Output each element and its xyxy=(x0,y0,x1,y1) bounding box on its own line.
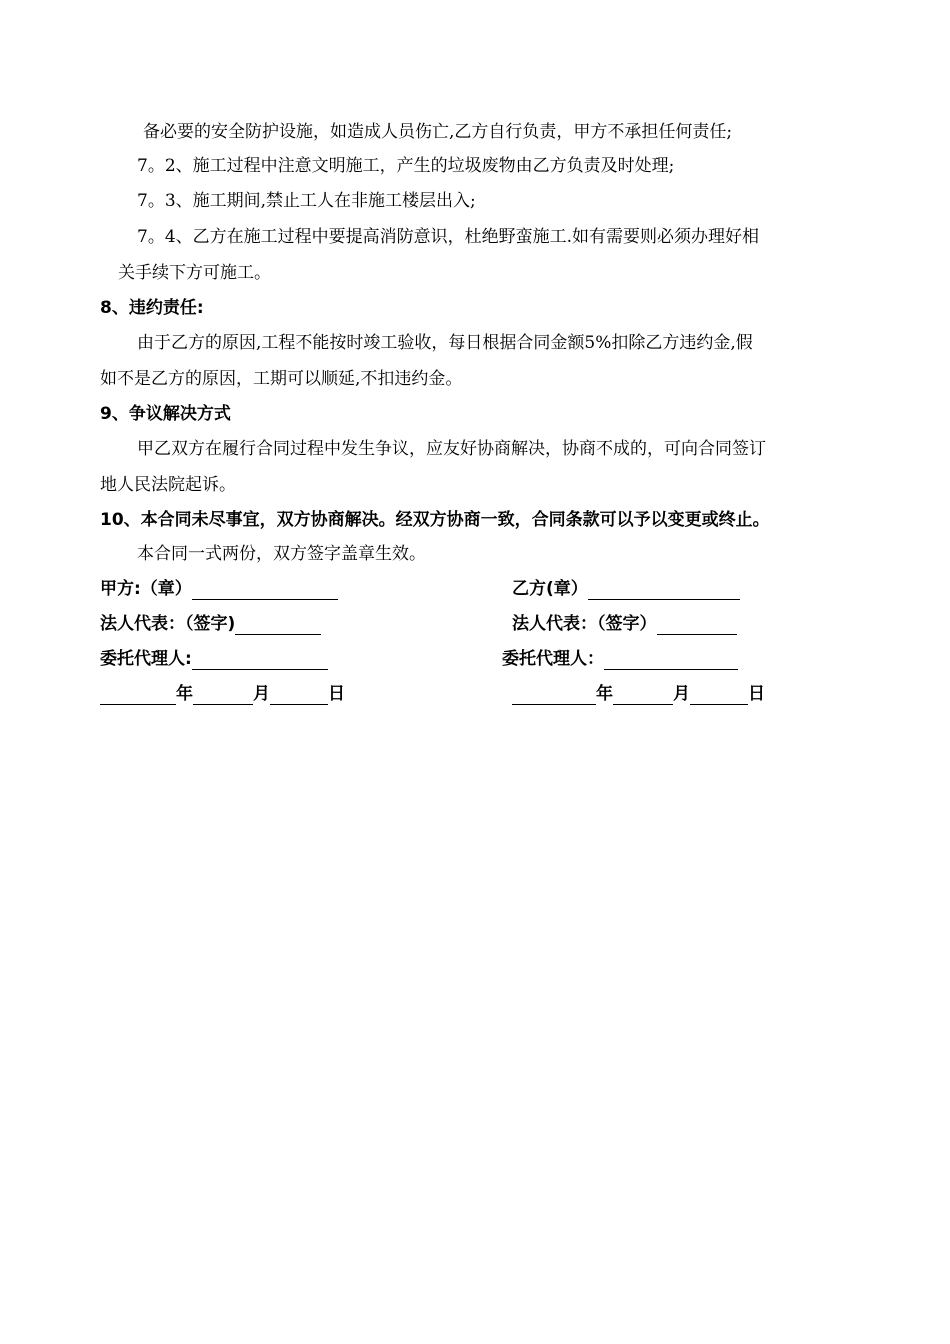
clause-7-4: 7。4、乙方在施工过程中要提高消防意识，杜绝野蛮施工.如有需要则必须办理好相 xyxy=(137,227,760,247)
party-a-blank[interactable] xyxy=(192,581,338,600)
party-a-signature-line xyxy=(100,578,338,600)
section-8-text-line-1: 由于乙方的原因,工程不能按时竣工验收，每日根据合同金额5%扣除乙方违约金,假 xyxy=(137,333,753,353)
party-a-agent-label: 委托代理人: xyxy=(100,649,192,669)
clause-7-2: 7。2、施工过程中注意文明施工，产生的垃圾废物由乙方负责及时处理; xyxy=(137,156,675,176)
party-a-legal-rep-line xyxy=(100,613,321,635)
party-b-date-line xyxy=(512,683,765,705)
party-b-legal-rep-blank[interactable] xyxy=(657,616,737,635)
section-9-text-line-1: 甲乙双方在履行合同过程中发生争议，应友好协商解决，协商不成的，可向合同签订 xyxy=(137,439,766,459)
party-a-agent-blank[interactable] xyxy=(192,651,328,670)
party-b-agent-blank[interactable] xyxy=(604,651,738,670)
party-a-label: 甲方:（章） xyxy=(100,579,192,599)
party-a-agent-line xyxy=(100,648,328,670)
clause-7-4-continued: 关手续下方可施工。 xyxy=(118,263,271,283)
party-a-legal-rep-label: 法人代表：（签字) xyxy=(100,614,236,634)
party-b-agent-line xyxy=(502,648,738,670)
party-b-month-label: 月 xyxy=(673,684,690,704)
party-a-day-blank[interactable] xyxy=(270,686,328,705)
party-b-day-blank[interactable] xyxy=(690,686,748,705)
party-b-day-label: 日 xyxy=(748,684,765,704)
party-b-year-label: 年 xyxy=(596,684,613,704)
section-10-heading: 10、本合同未尽事宜，双方协商解决。经双方协商一致，合同条款可以予以变更或终止。 xyxy=(100,510,770,530)
party-b-blank[interactable] xyxy=(588,581,740,600)
party-a-day-label: 日 xyxy=(328,684,345,704)
party-a-legal-rep-blank[interactable] xyxy=(235,616,321,635)
party-b-label: 乙方(章） xyxy=(512,579,588,599)
party-b-legal-rep-label: 法人代表：（签字） xyxy=(512,614,657,634)
party-b-agent-label: 委托代理人： xyxy=(502,649,604,669)
party-b-month-blank[interactable] xyxy=(613,686,673,705)
party-a-month-blank[interactable] xyxy=(193,686,253,705)
section-10-text: 本合同一式两份，双方签字盖章生效。 xyxy=(137,544,426,564)
party-a-month-label: 月 xyxy=(253,684,270,704)
party-a-date-line xyxy=(100,683,345,705)
party-b-year-blank[interactable] xyxy=(512,686,596,705)
clause-7-1-continued: 备必要的安全防护设施，如造成人员伤亡,乙方自行负责，甲方不承担任何责任; xyxy=(143,122,733,142)
party-a-year-label: 年 xyxy=(176,684,193,704)
clause-7-3: 7。3、施工期间,禁止工人在非施工楼层出入; xyxy=(137,191,476,211)
section-9-heading: 9、争议解决方式 xyxy=(100,404,231,424)
party-a-year-blank[interactable] xyxy=(100,686,176,705)
section-8-heading: 8、违约责任: xyxy=(100,298,204,318)
section-8-text-line-2: 如不是乙方的原因，工期可以顺延,不扣违约金。 xyxy=(100,369,463,389)
party-b-signature-line xyxy=(512,578,740,600)
party-b-legal-rep-line xyxy=(512,613,737,635)
section-9-text-line-2: 地人民法院起诉。 xyxy=(100,475,236,495)
